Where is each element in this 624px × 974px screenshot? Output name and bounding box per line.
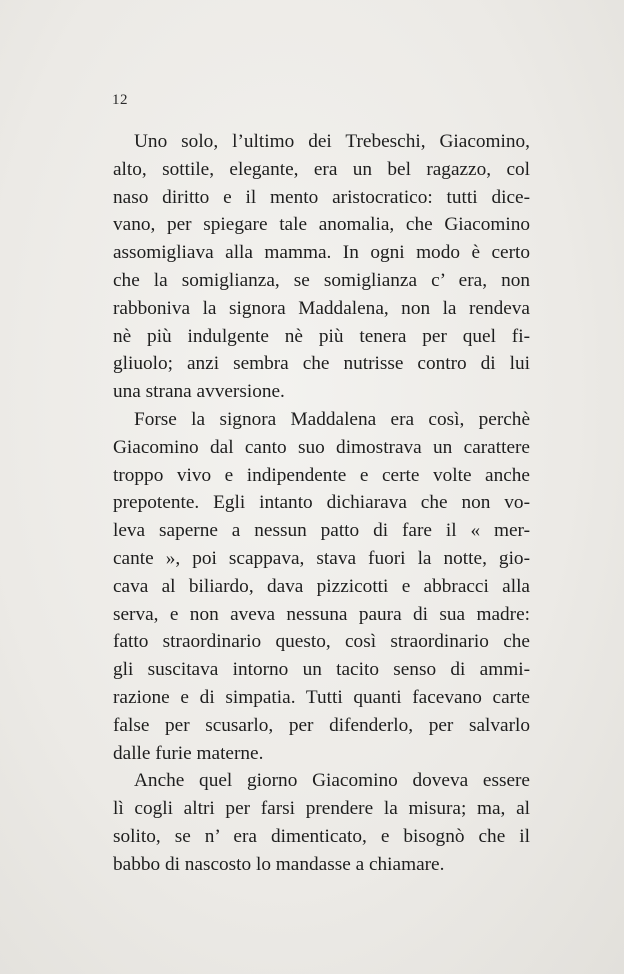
text-line: solito, se n’ era dimenticato, e bisognò che il	[113, 825, 530, 847]
text-line: troppo vivo e indipendente e certe volte anche	[113, 464, 530, 486]
text-line: Anche quel giorno Giacomino doveva essere	[134, 770, 530, 792]
paragraph-2	[113, 406, 530, 767]
paragraph-3	[113, 767, 530, 878]
text-line: gli suscitava intorno un tacito senso di ammi-	[113, 659, 530, 681]
page-number: 12	[112, 92, 128, 108]
text-line: babbo di nascosto lo mandasse a chiamare.	[113, 853, 445, 875]
text-line: nè più indulgente nè più tenera per quel fi-	[113, 325, 530, 347]
text-line: fatto straordinario questo, così straordinario che	[113, 631, 530, 653]
paragraph-1	[113, 128, 530, 406]
text-line: false per scusarlo, per difenderlo, per salvarlo	[113, 714, 530, 736]
text-line: naso diritto e il mento aristocratico: tutti dice-	[113, 186, 530, 208]
body-text	[113, 128, 530, 879]
text-line: vano, per spiegare tale anomalia, che Giacomino	[113, 214, 530, 236]
text-line: Forse la signora Maddalena era così, perchè	[134, 408, 530, 430]
text-line: gliuolo; anzi sembra che nutrisse contro di lui	[113, 353, 530, 375]
text-line: Giacomino dal canto suo dimostrava un carattere	[113, 436, 530, 458]
text-line: razione e di simpatia. Tutti quanti facevano carte	[113, 686, 530, 708]
text-line: Uno solo, l’ultimo dei Trebeschi, Giacomino,	[134, 131, 530, 152]
text-line: cava al biliardo, dava pizzicotti e abbracci alla	[113, 575, 530, 597]
text-line: dalle furie materne.	[113, 742, 264, 764]
text-line: rabboniva la signora Maddalena, non la rendeva	[113, 297, 530, 319]
text-line: lì cogli altri per farsi prendere la misura; ma, al	[113, 798, 530, 820]
text-line: leva saperne a nessun patto di fare il « mer-	[113, 520, 530, 542]
text-line: cante », poi scappava, stava fuori la notte, gio-	[113, 547, 530, 569]
text-line: alto, sottile, elegante, era un bel ragazzo, col	[113, 158, 530, 180]
text-line: assomigliava alla mamma. In ogni modo è certo	[113, 242, 530, 264]
text-line: che la somiglianza, se somiglianza c’ era, non	[113, 269, 530, 291]
text-line: una strana avversione.	[113, 381, 285, 403]
text-line: serva, e non aveva nessuna paura di sua madre:	[113, 603, 530, 625]
text-line: prepotente. Egli intanto dichiarava che non vo-	[113, 492, 530, 514]
